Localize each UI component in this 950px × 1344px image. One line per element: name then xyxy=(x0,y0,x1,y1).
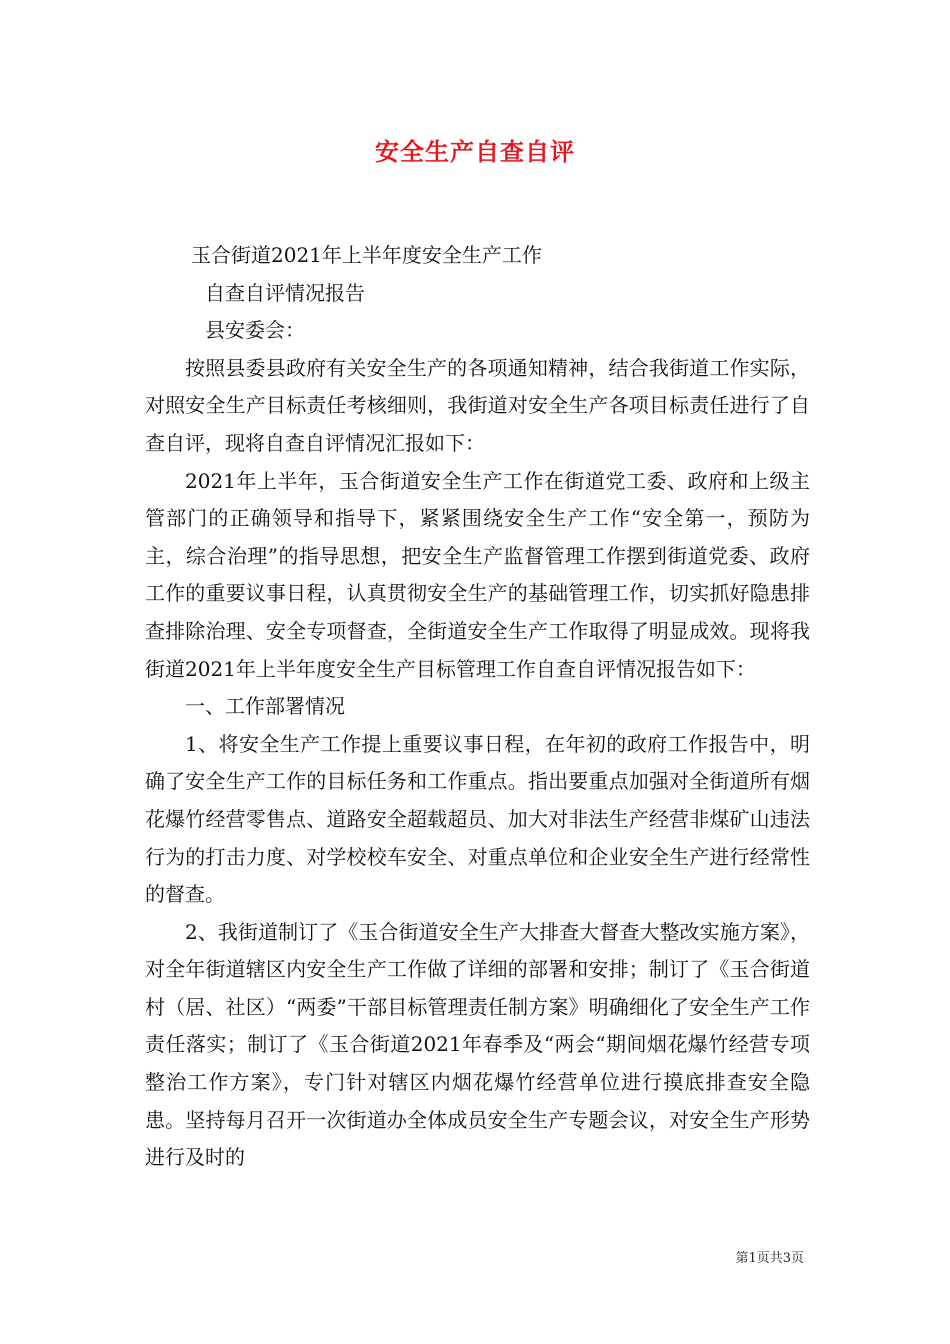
report-heading-line-1: 玉合街道2021年上半年度安全生产工作 xyxy=(191,243,542,267)
document-body xyxy=(145,237,810,1177)
paragraph-summary: 2021年上半年，玉合街道安全生产工作在街道党工委、政府和上级主管部门的正确领导和指导下，紧紧围绕安全生产工作“安全第一，预防为主，综合治理”的指导思想，把安全生产监督管理工作摆到街道党委、政府工作的重要议事日程，认真贯彻安全生产的基础管理工作，切实抓好隐患排查排除治理、安全专项督查，全街道安全生产工作取得了明显成效。现将我街道2021年上半年度安全生产目标管理工作自查自评情况报告如下： xyxy=(145,468,810,681)
report-heading-line-2: 自查自评情况报告 xyxy=(205,280,365,305)
paragraph-item-1: 1、将安全生产工作提上重要议事日程，在年初的政府工作报告中，明确了安全生产工作的目标任务和工作重点。指出要重点加强对全街道所有烟花爆竹经营零售点、道路安全超载超员、加大对非法生产经营非煤矿山违法行为的打击力度、对学校校车安全、对重点单位和企业安全生产进行经常性的督查。 xyxy=(145,731,810,907)
paragraph-intro: 按照县委县政府有关安全生产的各项通知精神，结合我街道工作实际，对照安全生产目标责任考核细则，我街道对安全生产各项目标责任进行了自查自评，现将自查自评情况汇报如下： xyxy=(145,355,810,455)
paragraph-item-2: 2、我街道制订了《玉合街道安全生产大排查大督查大整改实施方案》，对全年街道辖区内安全生产工作做了详细的部署和安排；制订了《玉合街道村（居、社区）“两委”干部目标管理责任制方案》明确细化了安全生产工作责任落实；制订了《玉合街道2021年春季及“两会“期间烟花爆竹经营专项整治工作方案》，专门针对辖区内烟花爆竹经营单位进行摸底排查安全隐患。坚持每月召开一次街道办全体成员安全生产专题会议，对安全生产形势进行及时的 xyxy=(145,919,810,1170)
page-number-indicator: 第1页共3页 xyxy=(735,1251,804,1266)
section-heading-deployment: 一、工作部署情况 xyxy=(185,694,345,719)
salutation: 县安委会： xyxy=(205,318,305,343)
document-title: 安全生产自查自评 xyxy=(375,137,575,166)
